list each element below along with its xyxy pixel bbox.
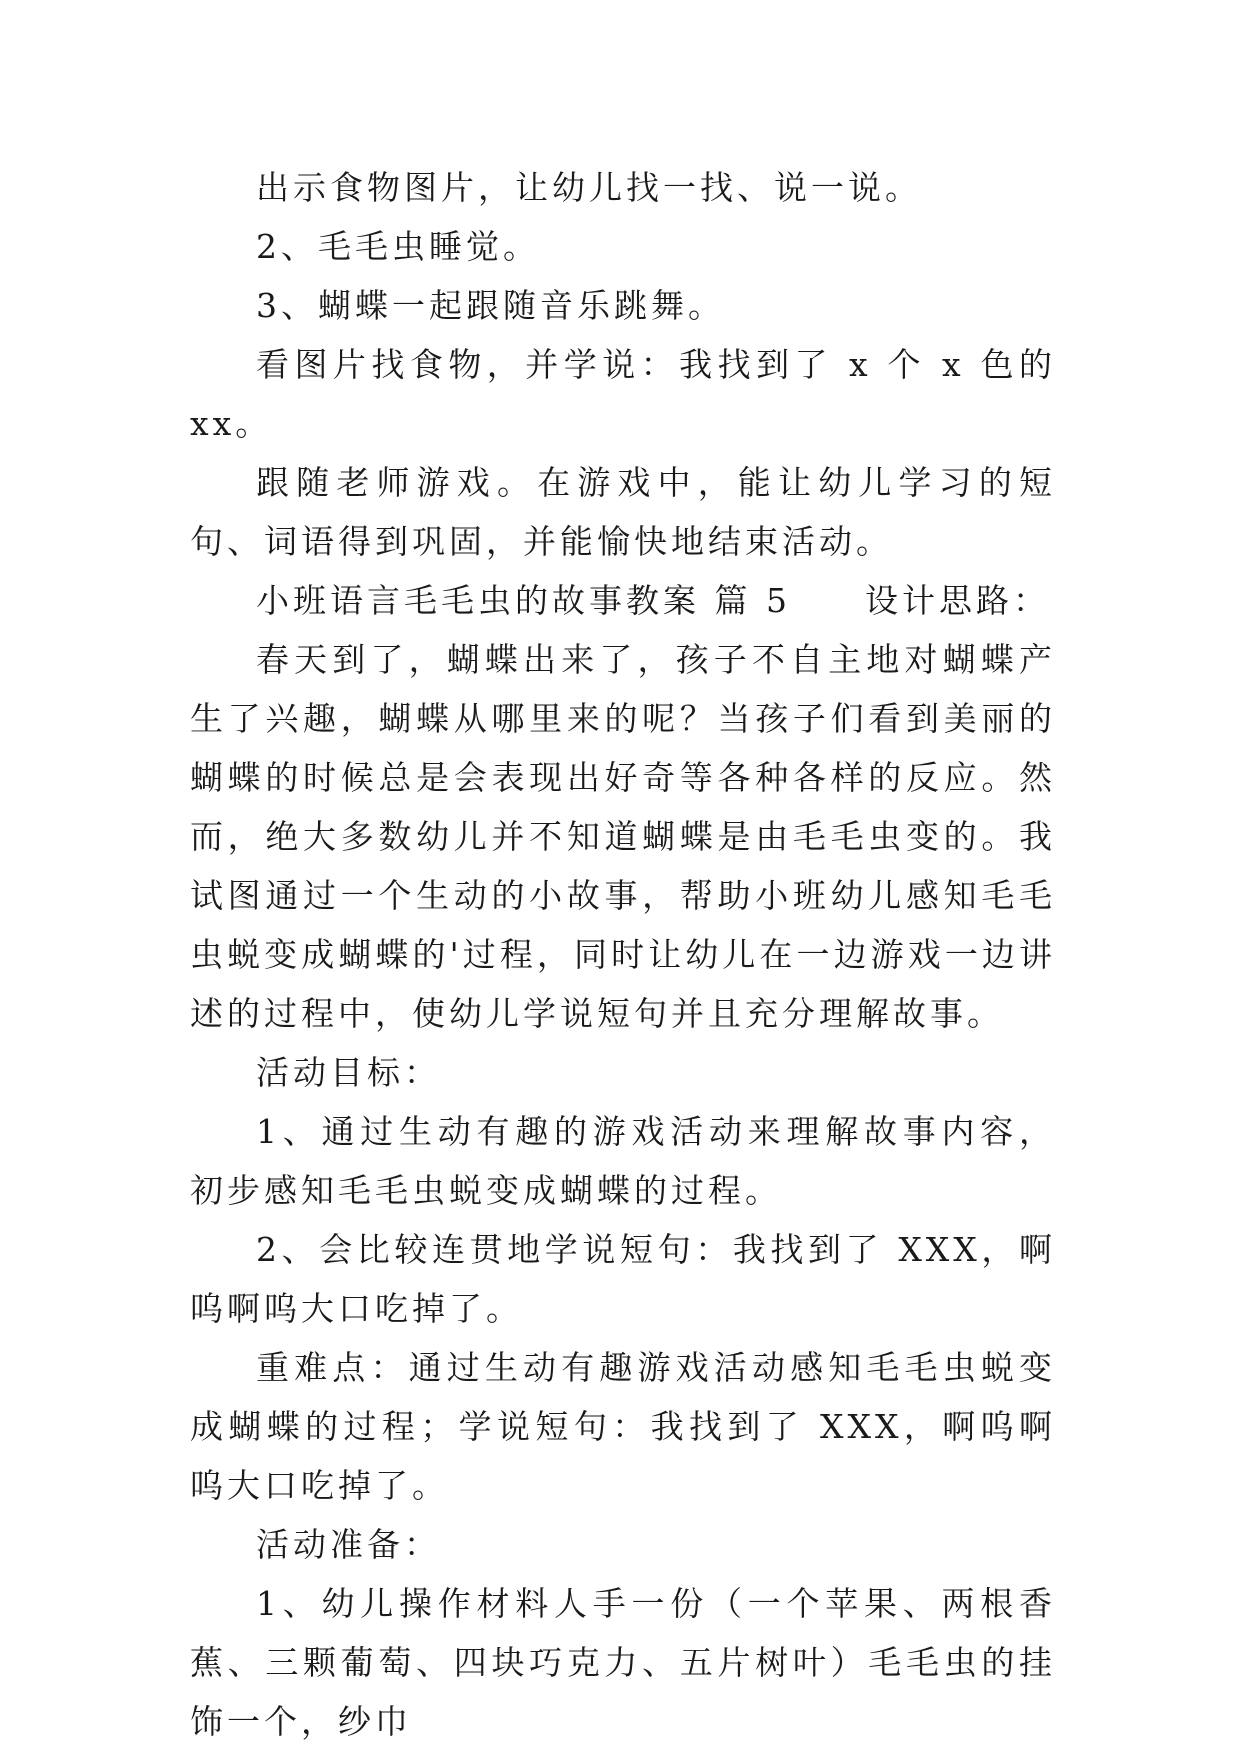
section-heading: 小班语言毛毛虫的故事教案 篇 5 设计思路： (256, 581, 1050, 620)
paragraph-3: 3、蝴蝶一起跟随音乐跳舞。 (256, 286, 725, 325)
paragraph-1: 出示食物图片，让幼儿找一找、说一说。 (256, 168, 922, 207)
key-points: 重难点：通过生动有趣游戏活动感知毛毛虫蜕变成蝴蝶的过程；学说短句：我找到了 XXX，啊呜啊呜大口吃掉了。 (190, 1348, 1056, 1505)
paragraph-design-idea: 春天到了，蝴蝶出来了，孩子不自主地对蝴蝶产生了兴趣，蝴蝶从哪里来的呢？当孩子们看到美丽的蝴蝶的时候总是会表现出好奇等各种各样的反应。然而，绝大多数幼儿并不知道蝴蝶是由毛毛虫变的。我试图通过一个生动的小故事，帮助小班幼儿感知毛毛虫蜕变成蝴蝶的'过程，同时让幼儿在一边游戏一边讲述的过程中，使幼儿学说短句并且充分理解故事。 (190, 640, 1056, 1033)
paragraph-2: 2、毛毛虫睡觉。 (256, 227, 540, 266)
document-body (190, 158, 1056, 1751)
paragraph-4: 看图片找食物，并学说：我找到了 x 个 x 色的 xx。 (190, 345, 1056, 443)
goals-heading: 活动目标： (256, 1053, 441, 1092)
preparation-item-1: 1、幼儿操作材料人手一份（一个苹果、两根香蕉、三颗葡萄、四块巧克力、五片树叶）毛毛虫的挂饰一个，纱巾 (190, 1584, 1056, 1741)
preparation-heading: 活动准备： (256, 1525, 441, 1564)
goal-item-1: 1、通过生动有趣的游戏活动来理解故事内容，初步感知毛毛虫蜕变成蝴蝶的过程。 (190, 1112, 1056, 1210)
goal-item-2: 2、会比较连贯地学说短句：我找到了 XXX，啊呜啊呜大口吃掉了。 (190, 1230, 1056, 1328)
paragraph-5: 跟随老师游戏。在游戏中，能让幼儿学习的短句、词语得到巩固，并能愉快地结束活动。 (190, 463, 1056, 561)
